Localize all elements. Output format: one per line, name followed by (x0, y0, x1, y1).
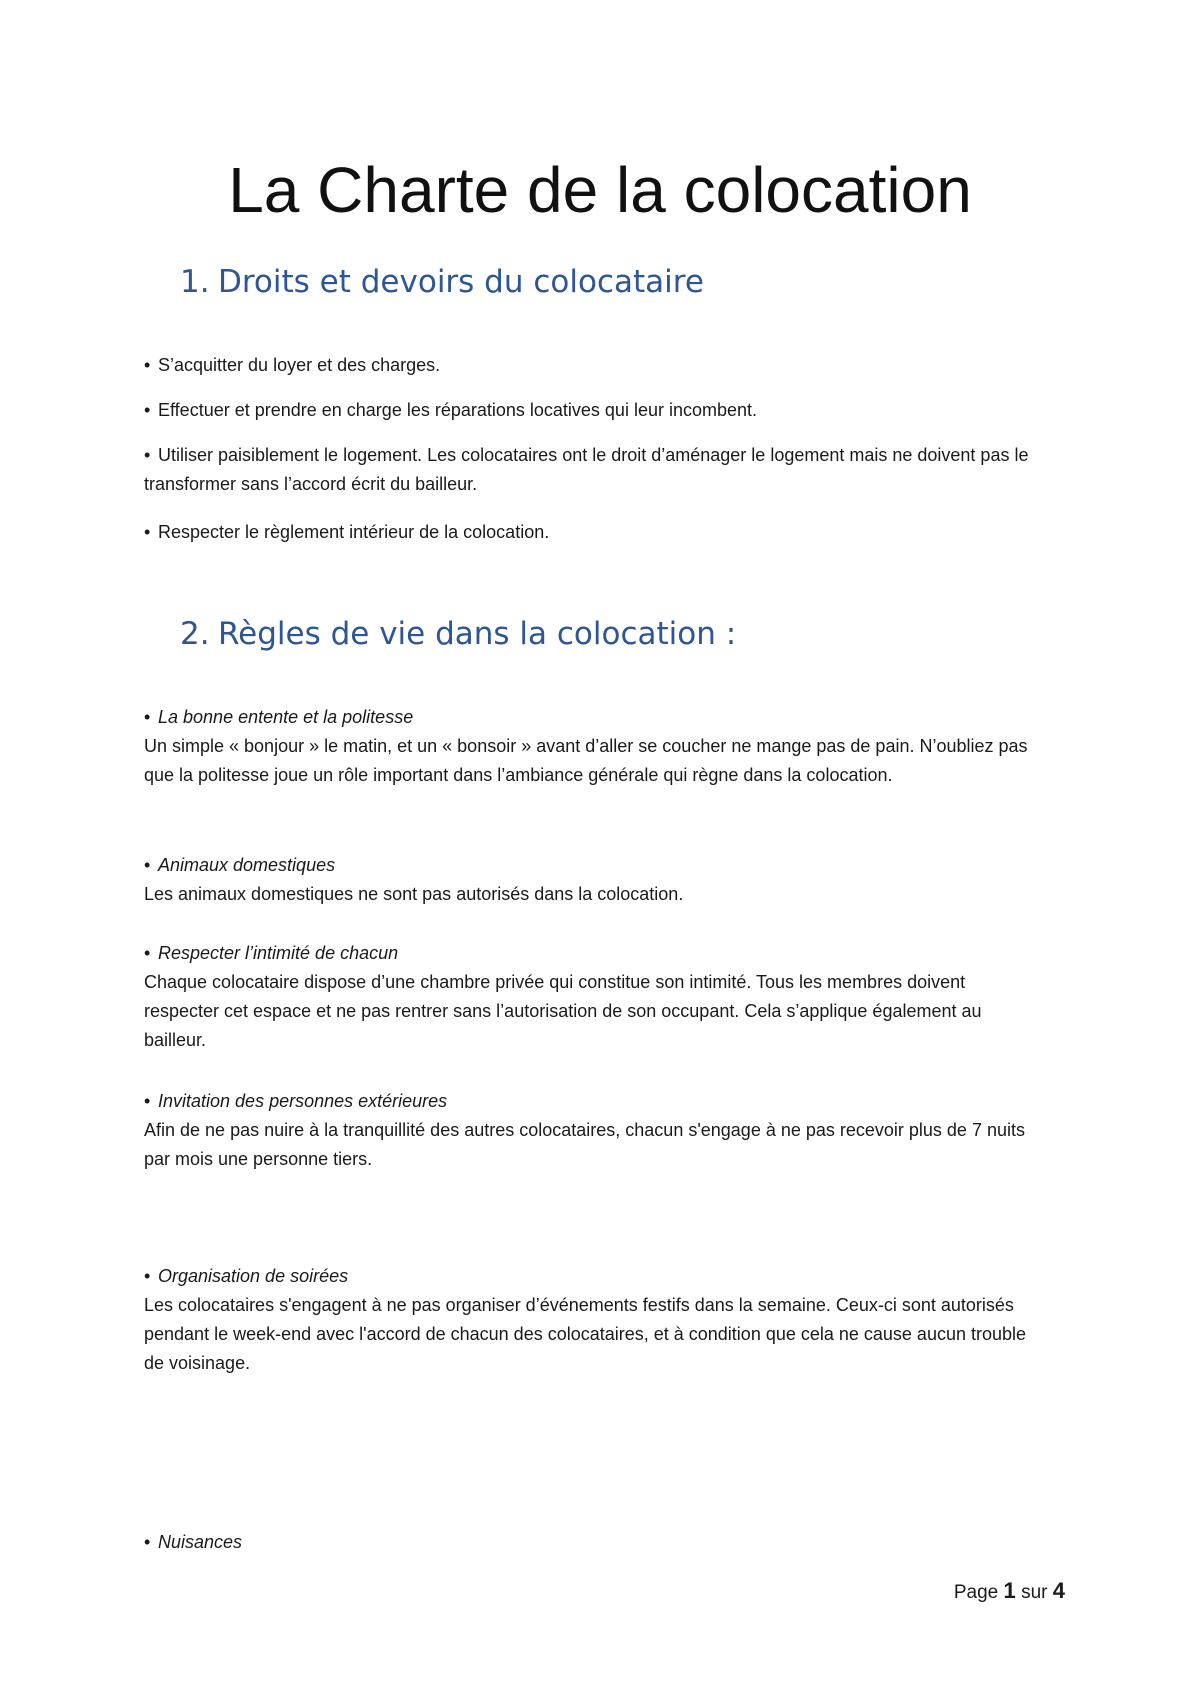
bullet-icon: • (144, 445, 151, 465)
bullet-icon: • (144, 400, 151, 420)
footer-current-page: 1 (1003, 1578, 1016, 1603)
bullet-icon: • (144, 707, 151, 727)
rule-title: • Organisation de soirées (144, 1262, 1044, 1291)
rule-title: • La bonne entente et la politesse (144, 703, 1044, 732)
rule-title: • Respecter l’intimité de chacun (144, 939, 1044, 968)
rule-text: Les colocataires s'engagent à ne pas organiser d’événements festifs dans la semaine. Ceux-ci sont autorisés pendant le week-end avec l'accord de chacun des colocataires, et à condition que cela ne cause aucun trouble de voisinage. (144, 1295, 1027, 1373)
bullet-icon: • (144, 522, 151, 542)
rule-text: Les animaux domestiques ne sont pas autorisés dans la colocation. (144, 884, 684, 904)
section-1-heading-text: Droits et devoirs du colocataire (218, 264, 704, 300)
duty-item: • Utiliser paisiblement le logement. Les colocataires ont le droit d’aménager le logement mais ne doivent pas le transformer sans l’accord écrit du bailleur. (144, 441, 1044, 499)
duty-item: • Respecter le règlement intérieur de la colocation. (144, 518, 1044, 547)
rule-block (144, 703, 1044, 790)
duty-item: • Effectuer et prendre en charge les réparations locatives qui leur incombent. (144, 396, 1044, 425)
rule-block (144, 1087, 1044, 1174)
section-1-number: 1. (180, 264, 210, 300)
bullet-icon: • (144, 355, 151, 375)
bullet-icon: • (144, 1532, 151, 1552)
duty-item: • S’acquitter du loyer et des charges. (144, 351, 1044, 380)
bullet-icon: • (144, 943, 151, 963)
footer-total-pages: 4 (1052, 1578, 1065, 1603)
bullet-icon: • (144, 1266, 151, 1286)
footer-middle: sur (1021, 1582, 1048, 1603)
rule-text: Un simple « bonjour » le matin, et un « bonsoir » avant d’aller se coucher ne mange pas de pain. N’oubliez pas que la politesse joue un rôle important dans l’ambiance générale qui règne dans la colocation. (144, 736, 1028, 785)
rule-title: • Invitation des personnes extérieures (144, 1087, 1044, 1116)
section-2-heading-text: Règles de vie dans la colocation : (218, 616, 737, 652)
footer-prefix: Page (953, 1582, 999, 1603)
bullet-icon: • (144, 1091, 151, 1111)
rule-block (144, 851, 1044, 909)
bullet-icon: • (144, 855, 151, 875)
rule-text: Afin de ne pas nuire à la tranquillité des autres colocataires, chacun s'engage à ne pas recevoir plus de 7 nuits par mois une personne tiers. (144, 1120, 1025, 1169)
document-title: La Charte de la colocation (228, 154, 972, 226)
rule-block (144, 1262, 1044, 1378)
rule-title: • Nuisances (144, 1528, 1044, 1557)
rule-text: Chaque colocataire dispose d’une chambre privée qui constitue son intimité. Tous les membres doivent respecter cet espace et ne pas rentrer sans l’autorisation de son occupant. Cela s’applique également au bailleur. (144, 972, 982, 1050)
section-2-number: 2. (180, 616, 210, 652)
rule-block (144, 1528, 1044, 1557)
rule-title: • Animaux domestiques (144, 851, 1044, 880)
section-2-heading (180, 614, 736, 654)
page-number-footer (954, 1578, 1065, 1604)
section-1-heading (180, 262, 704, 302)
rule-block (144, 939, 1044, 1055)
